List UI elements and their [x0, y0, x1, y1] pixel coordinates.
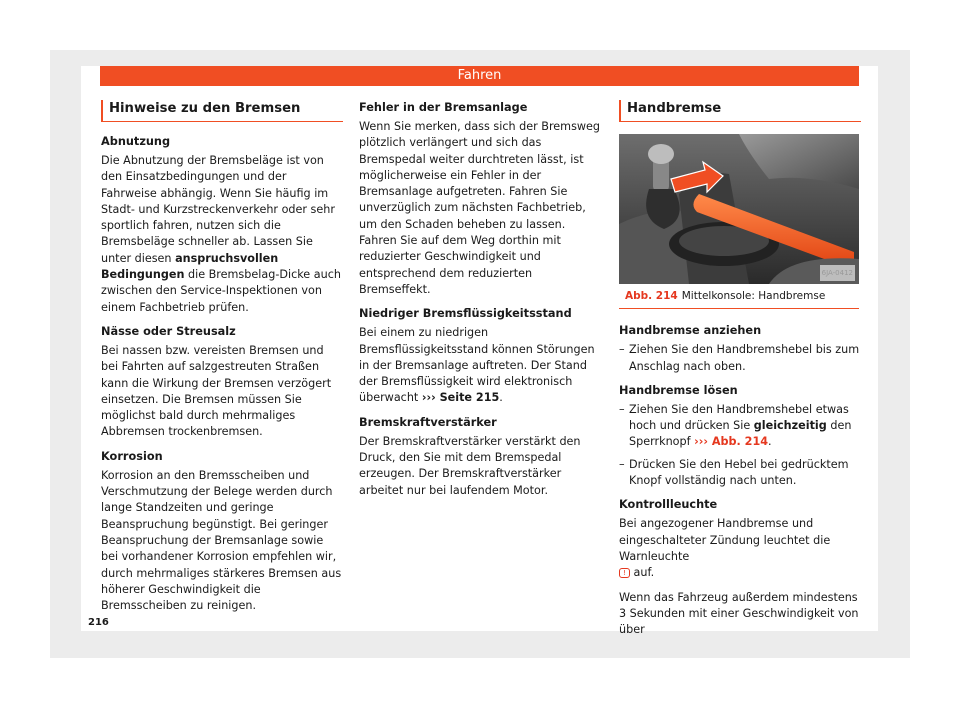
heading-release-handbrake: Handbremse lösen	[619, 383, 738, 397]
text: .	[768, 435, 772, 449]
step-item: – Ziehen Sie den Handbremshebel bis zum Anschlag nach oben.	[619, 342, 861, 375]
figure-number: Abb. 214	[625, 290, 678, 302]
heading-brake-fault: Fehler in der Bremsanlage	[359, 101, 528, 114]
heading-fluid-level: Niedriger Bremsflüssigkeitsstand	[359, 307, 572, 321]
bold-text: anspruchsvollen Bedingungen	[101, 251, 279, 282]
text: Ziehen Sie den Handbremshebel etwas hoch und drücken Sie	[629, 402, 849, 433]
chapter-header: Fahren	[100, 66, 859, 86]
paragraph-speed-warning: Wenn das Fahrzeug außerdem mindestens 3 Sekunden mit einer Geschwindigkeit von über	[619, 590, 859, 637]
text: Bei einem zu niedrigen Bremsflüssigkeitsstand können Störungen in der Bremsanlage auftreten. Der Stand der Bremsflüssigkeit wird elektronisch überwacht	[359, 326, 595, 405]
handbrake-figure	[619, 134, 859, 284]
handbrake-illustration	[619, 134, 859, 284]
text: Bei angezogener Handbremse und eingeschalteter Zündung leuchtet die Warnleuchte	[619, 517, 831, 563]
section-title-brakes: Hinweise zu den Bremsen	[101, 100, 343, 122]
column-brakes-notes	[101, 100, 343, 622]
paragraph-corrosion: Korrosion an den Bremsscheiben und Verschmutzung der Belege werden durch lange Standzeiten und geringe Beanspruchung begünstigt. Bei geringer Beanspruchung der Bremsanlage sowie bei vorhandener Korrosion empfehlen wir, durch mehrmaliges stärkeres Bremsen aus höherer Geschwindigkeit die Bremsscheiben zu reinigen.	[101, 468, 342, 613]
figure-caption-text: Mittelkonsole: Handbremse	[681, 290, 826, 302]
bold-text: gleichzeitig	[753, 419, 827, 433]
text: .	[499, 391, 503, 405]
heading-corrosion: Korrosion	[101, 449, 163, 463]
paragraph-warning-light	[619, 516, 861, 581]
column-handbrake	[619, 100, 861, 646]
paragraph-wear	[101, 153, 343, 316]
heading-brake-booster: Bremskraftverstärker	[359, 415, 497, 429]
section-title-handbrake: Handbremse	[619, 100, 861, 122]
step-item	[619, 402, 861, 451]
text: die Bremsbelag-Dicke auch zwischen den Service-Inspektionen von einem Fachbetrieb prüfen.	[101, 268, 341, 314]
steps-apply	[619, 342, 861, 375]
paragraph-brake-fault: Wenn Sie merken, dass sich der Bremsweg plötzlich verlängert und sich das Bremspedal weiter durchtreten lässt, ist möglicherweise ein Fehler in der Bremsanlage aufgetreten. Fahren Sie unverzüglich zum nächsten Fachbetrieb, um den Schaden beheben zu lassen. Fahren Sie auf dem Weg dorthin mit reduzierter Geschwindigkeit und entsprechend dem reduzierten Bremseffekt.	[359, 120, 601, 296]
figure-code: 6JA-0412	[820, 265, 855, 281]
brake-warning-icon: !	[619, 568, 630, 578]
heading-warning-light: Kontrollleuchte	[619, 498, 718, 512]
step-item: – Drücken Sie den Hebel bei gedrücktem Knopf vollständig nach unten.	[619, 457, 861, 490]
steps-release	[619, 402, 861, 489]
page-reference-link[interactable]: ››› Seite 215	[421, 391, 500, 405]
column-brake-faults	[359, 100, 601, 507]
paragraph-wet: Bei nassen bzw. vereisten Bremsen und bei Fahrten auf salzgestreuten Straßen kann die Wirkung der Bremsen verzögert einsetzen. Die Bremsen müssen Sie möglichst bald durch mehrmaliges Abbremsen trockenbremsen.	[101, 343, 332, 439]
heading-apply-handbrake: Handbremse anziehen	[619, 324, 762, 338]
heading-wear: Abnutzung	[101, 135, 171, 148]
paragraph-fluid-level	[359, 325, 601, 406]
figure-caption	[619, 284, 859, 309]
text: Die Abnutzung der Bremsbeläge ist von den Einsatzbedingungen und der Fahrweise abhängig. Wenn Sie häufig im Stadt- und Kurzstreckenverkehr oder sehr sportlich fahren, nutzen sich die Bremsbeläge schneller ab. Lassen Sie unter diesen	[101, 154, 335, 265]
paragraph-brake-booster: Der Bremskraftverstärker verstärkt den Druck, den Sie mit dem Bremspedal erzeugen. Der Bremskraftverstärker arbeitet nur bei laufendem Motor.	[359, 434, 581, 497]
text: auf.	[630, 566, 655, 580]
figure-reference-link[interactable]: ››› Abb. 214	[694, 435, 769, 449]
page-number: 216	[88, 617, 109, 628]
heading-wet: Nässe oder Streusalz	[101, 324, 236, 338]
text: den Sperrknopf	[629, 419, 852, 449]
